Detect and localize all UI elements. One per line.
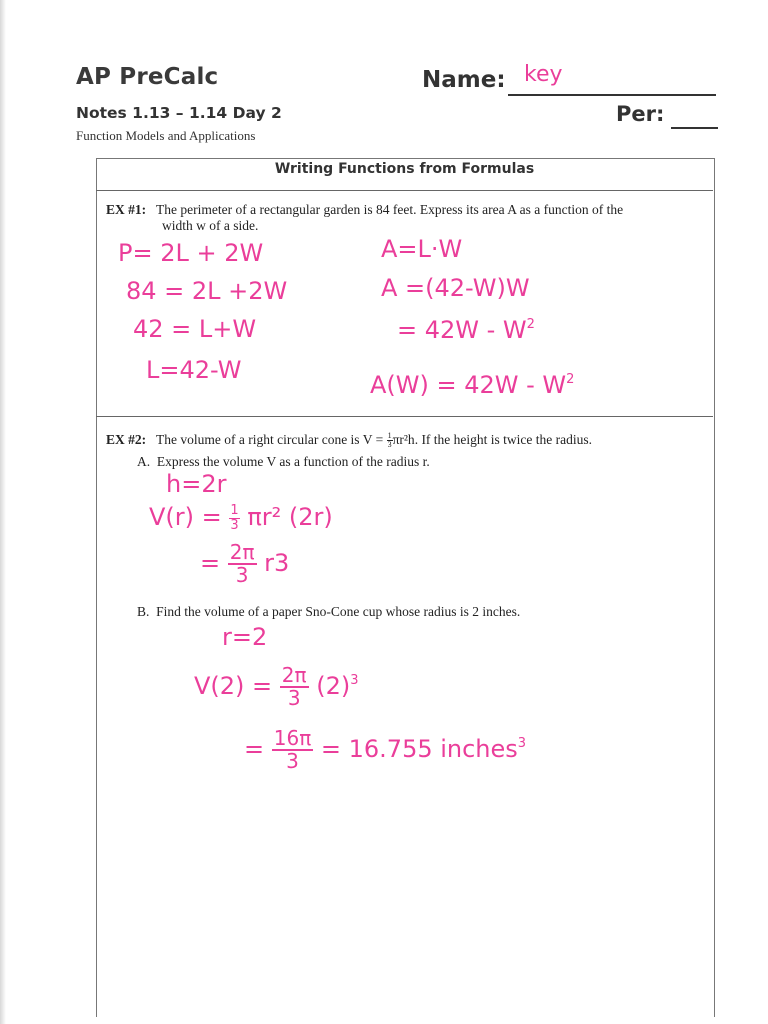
ex1-label: EX #1:	[106, 202, 147, 217]
ex2b-volume-answer: = $\frac{16\pi}{3}$ = 16.755 inches$^3$	[244, 726, 527, 773]
ex2-prompt: EX #2: The volume of a right circular cone is V = $\frac{1}{3}$ πr²h. If the height is twice the radius.	[106, 431, 593, 450]
period-blank-line	[671, 127, 718, 129]
scan-edge	[0, 0, 6, 1024]
course-title: AP PreCalc	[76, 64, 219, 90]
name-value: key	[524, 62, 563, 87]
name-label: Name:	[422, 67, 506, 93]
ex1-area-substitution: A =(42-W)W	[381, 274, 530, 302]
ex2-formula-fraction: $\frac{1}{3}$	[387, 431, 392, 450]
name-blank-line	[508, 94, 716, 96]
ex1-work-line: P= 2L + 2W	[118, 239, 264, 267]
ex2b-volume-substitution: V(2) = $\frac{2\pi}{3}$ $(2)^3$	[194, 663, 359, 710]
ex1-prompt	[106, 202, 706, 218]
section-title: Writing Functions from Formulas	[274, 161, 535, 177]
ex1-work-line: L=42-W	[146, 356, 242, 384]
ex2a-height-relation: h=2r	[166, 470, 227, 498]
ex2b-radius: r=2	[222, 623, 268, 651]
ex1-area-simplified: = $42W - W^2$	[397, 316, 535, 344]
title-divider	[96, 190, 713, 191]
notes-title: Notes 1.13 – 1.14 Day 2	[76, 104, 282, 122]
ex2-label: EX #2:	[106, 432, 147, 447]
ex2-part-b-prompt: B. Find the volume of a paper Sno-Cone cup whose radius is 2 inches.	[137, 604, 521, 619]
ex1-text-line1: The perimeter of a rectangular garden is 84 feet. Express its area A as a function of the	[156, 202, 624, 217]
subtitle: Function Models and Applications	[76, 128, 256, 143]
period-label: Per:	[616, 102, 665, 126]
ex1-answer: $A(W) = 42W - W^2$	[370, 371, 575, 399]
example-divider	[96, 416, 713, 417]
ex1-area-formula: A=L·W	[381, 235, 463, 263]
ex2-part-a-prompt: A. Express the volume V as a function of the radius r.	[137, 454, 430, 469]
ex1-work-line: 84 = 2L +2W	[126, 277, 288, 305]
ex1-text-line2: width w of a side.	[162, 218, 259, 233]
ex2a-volume-function: = $\frac{2\pi}{3}$ r3	[200, 540, 290, 587]
ex2a-volume-substitution: V(r) = $\frac{1}{3}$ πr² (2r)	[149, 503, 333, 533]
ex1-work-line: 42 = L+W	[133, 315, 257, 343]
